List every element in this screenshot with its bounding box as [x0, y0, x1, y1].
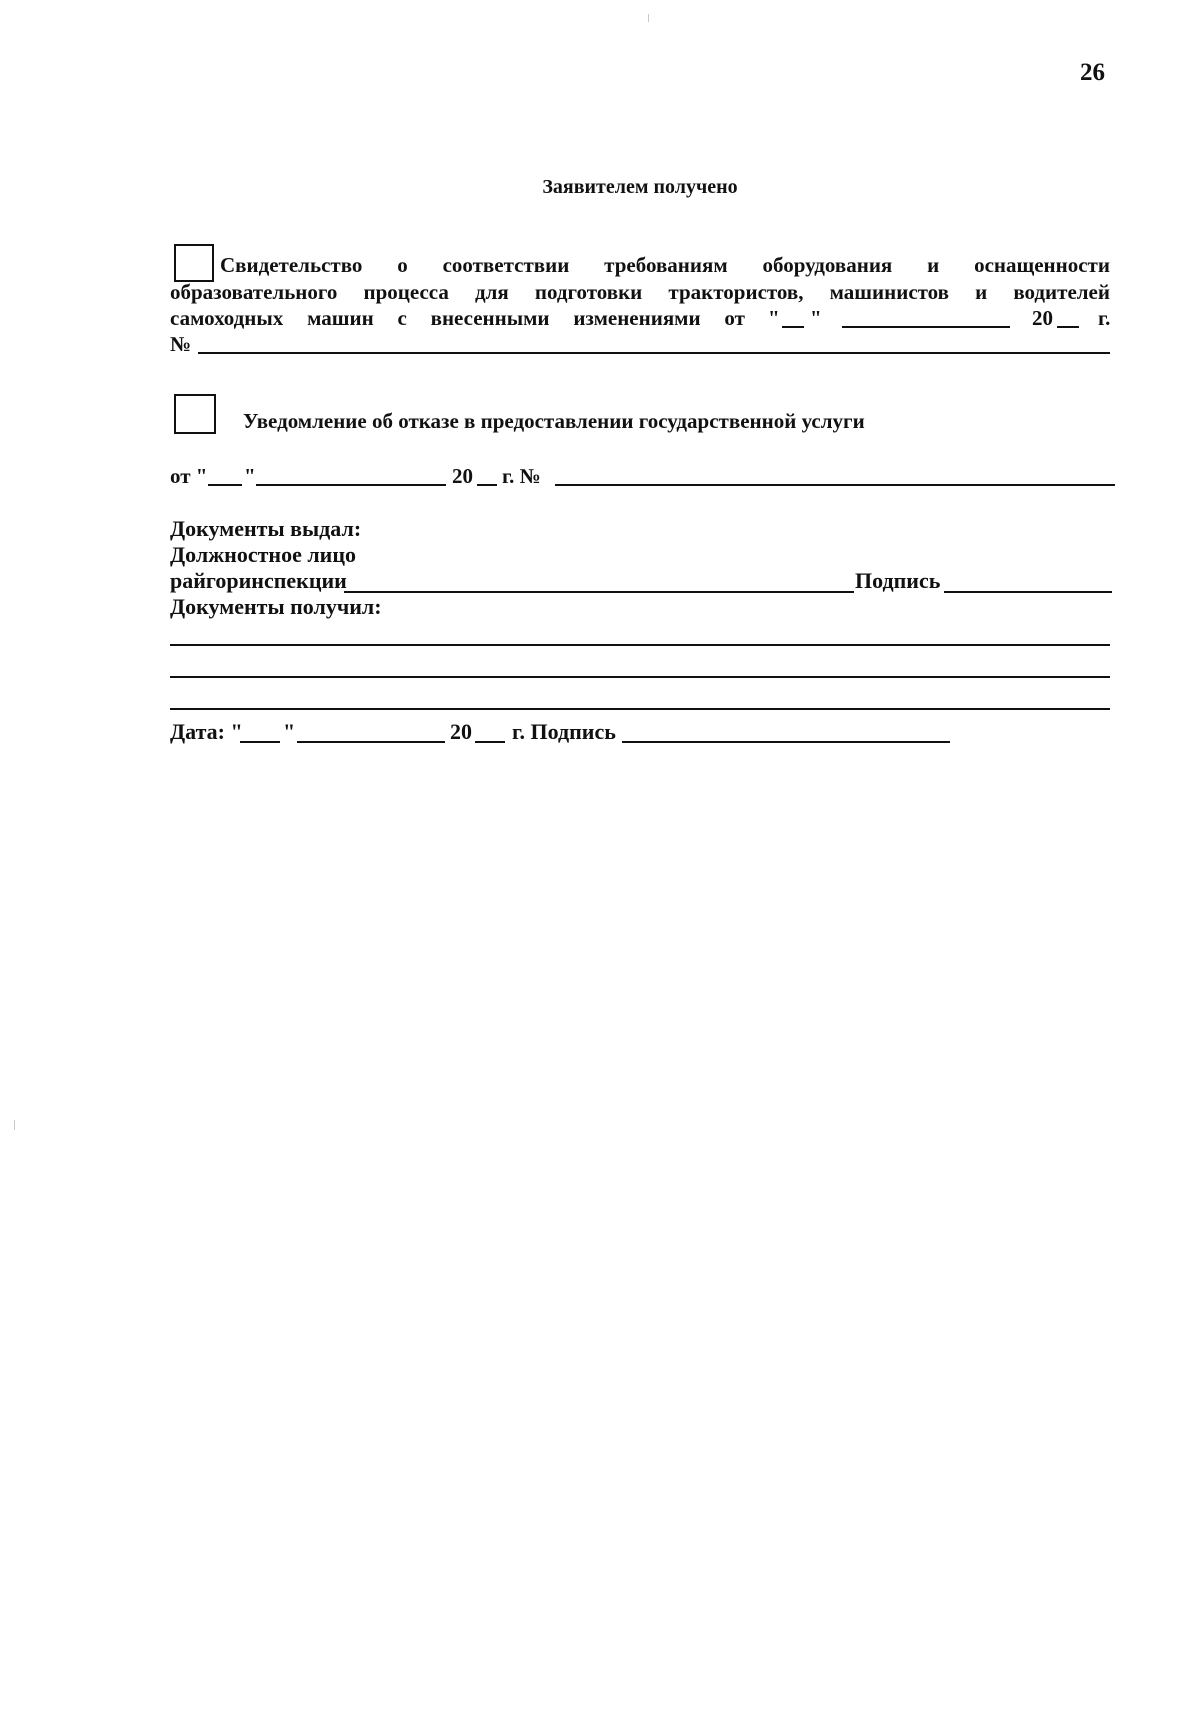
- word: требованиям: [604, 253, 728, 277]
- day-field[interactable]: [782, 326, 804, 328]
- year-and-number-label: г. №: [502, 464, 541, 488]
- word: о: [397, 253, 408, 277]
- page-heading: Заявителем получено: [542, 176, 738, 198]
- issued-by-label: Документы выдал:: [170, 516, 362, 541]
- quote-close: ": [810, 306, 822, 330]
- year-prefix: 20: [1032, 306, 1053, 330]
- date-label: Дата: ": [170, 719, 243, 744]
- word: с: [397, 306, 407, 330]
- month-field[interactable]: [256, 484, 446, 486]
- notice-number-field[interactable]: [555, 484, 1115, 486]
- word: подготовки: [534, 280, 643, 304]
- recipient-line[interactable]: [170, 676, 1110, 678]
- word: процесса: [363, 280, 449, 304]
- month-field[interactable]: [842, 326, 1010, 328]
- inspection-label: райгоринспекции: [170, 568, 347, 593]
- word: для: [474, 280, 509, 304]
- year-field[interactable]: [477, 484, 497, 486]
- word: трактористов,: [668, 280, 804, 304]
- option2-date-prefix: от ": [170, 464, 208, 488]
- option1-line3: [170, 305, 745, 331]
- word: от: [724, 306, 745, 330]
- quote-open: ": [768, 306, 780, 330]
- word: изменениями: [573, 306, 701, 330]
- quote-close: ": [244, 464, 256, 488]
- received-by-label: Документы получил:: [170, 594, 382, 619]
- word: машин: [307, 306, 374, 330]
- option2-label: Уведомление об отказе в предоставлении государственной услуги: [243, 409, 865, 433]
- year-field[interactable]: [475, 741, 505, 743]
- footer-signature-label: г. Подпись: [512, 719, 616, 744]
- official-label: Должностное лицо: [170, 542, 357, 567]
- certificate-number-field[interactable]: [198, 352, 1110, 354]
- recipient-signature-field[interactable]: [622, 741, 950, 743]
- year-prefix: 20: [450, 719, 472, 744]
- certificate-checkbox[interactable]: [174, 244, 214, 282]
- option1-line2: [170, 279, 1110, 305]
- refusal-checkbox[interactable]: [174, 394, 216, 434]
- year-suffix: г.: [1098, 306, 1111, 330]
- signature-label: Подпись: [855, 568, 941, 593]
- word: и: [975, 280, 988, 304]
- option1-line1: [220, 252, 1110, 278]
- day-field[interactable]: [240, 741, 280, 743]
- number-label: №: [170, 332, 192, 356]
- word: самоходных: [170, 306, 284, 330]
- year-field[interactable]: [1057, 326, 1079, 328]
- word: машинистов: [829, 280, 949, 304]
- quote-close: ": [283, 719, 296, 744]
- word: образовательного: [170, 280, 338, 304]
- word: соответствии: [442, 253, 570, 277]
- scan-mark: [14, 1120, 15, 1130]
- day-field[interactable]: [208, 484, 242, 486]
- recipient-line[interactable]: [170, 644, 1110, 646]
- word: внесенными: [430, 306, 550, 330]
- word: Свидетельство: [220, 253, 363, 277]
- word: оборудования: [762, 253, 893, 277]
- word: водителей: [1013, 280, 1110, 304]
- recipient-line[interactable]: [170, 708, 1110, 710]
- page-number: 26: [1080, 59, 1105, 86]
- official-name-field[interactable]: [344, 591, 854, 593]
- year-prefix: 20: [452, 464, 473, 488]
- word: оснащенности: [974, 253, 1110, 277]
- word: и: [927, 253, 940, 277]
- month-field[interactable]: [297, 741, 445, 743]
- official-signature-field[interactable]: [944, 591, 1112, 593]
- scan-mark: [648, 14, 649, 22]
